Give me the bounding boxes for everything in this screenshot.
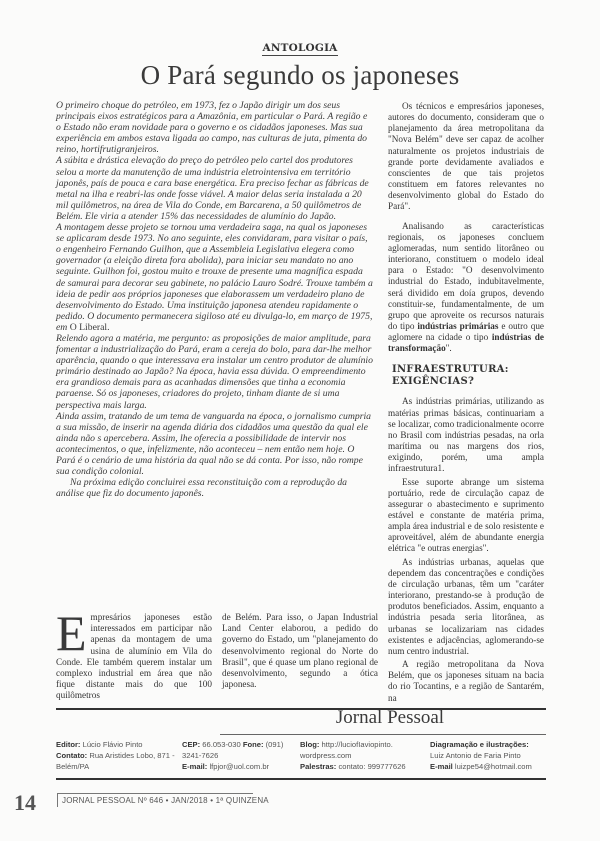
article-column-3 — [388, 101, 544, 706]
drop-cap: E — [56, 605, 87, 661]
article-paragraph: As indústrias primárias, utilizando as matérias primas básicas, continuariam a se localizar, como tradicionalmente ocorre no Brasil com indústrias pesadas, na orla marítima ou nas margens dos rios, exigindo, porém, uma ampla infraestrutura1. — [388, 396, 544, 474]
intro-paragraph: Na próxima edição concluirei essa reconstituição com a reprodução da análise que fiz do documento japonês. — [56, 477, 348, 500]
section-label: ANTOLOGIA — [262, 42, 338, 54]
blog-link[interactable]: http://luciofIaviopinto. wordpress.com — [300, 740, 393, 760]
credits-design: Diagramação e ilustrações: Luiz Antonio de Faria Pinto E-mail luizpe54@hotmail.com — [430, 740, 532, 771]
page-number: 14 — [14, 790, 36, 815]
article-paragraph: de Belém. Para isso, o Japan Industrial Land Center elaborou, a pedido do governo do Estado, um "planejamento do desenvolvimento regional do Norte do Brasil", que é quase um plano regional de desenvolvimento, segundo a ótica japonesa. — [222, 612, 378, 690]
article-paragraph: A região metropolitana da Nova Belém, que os japoneses situam na bacia do rio Tocantins, e a região de Santarém, na — [388, 659, 544, 703]
divider — [56, 778, 546, 780]
article-paragraph: As indústrias urbanas, aquelas que dependem das concentrações e condições de circulação urbanas, têm um "caráter interiorano, prestando-se à produção de produtos beneficiados. Assim, enquanto a indústria pesada seria litorânea, as urbanas se localizariam nas cidades existentes e adjacências, aglomerando-se num centro industrial. — [388, 556, 544, 656]
credits-editor: Editor: Lúcio Flávio Pinto Contato: Rua Aristides Lobo, 871 - Belém/PA — [56, 740, 175, 771]
intro-paragraph: Relendo agora a matéria, me pergunto: as proposições de maior amplitude, para fomentar a industrialização do Pará, eram a cereja do bolo, para dar-lhe melhor aparência, quando o que interessava era instalar um centro produtor de alumínio primário destinado ao Japão? Na época, havia essa dúvida. O empreendimento era grandioso demais para as acanhadas dimensões que tinha a economia paraense. Só os japoneses, criadores do projeto, tinham diante de si uma perspectiva mais larga. — [56, 332, 373, 411]
article-paragraph: Esse suporte abrange um sistema portuário, rede de circulação capaz de assegurar o abastecimento e suprimento estável e constante de matéria prima, ampla área industrial e de solo resistente e aproveitável, além de abundante energia elétrica "e outras energias". — [388, 476, 544, 554]
intro-text — [56, 100, 374, 499]
email-link[interactable]: lfpjor@uol.com.br — [209, 762, 270, 771]
issue-line: JORNAL PESSOAL Nº 646 • JAN/2018 • 1ª QUINZENA — [62, 796, 269, 805]
article-paragraph: mpresários japoneses estão interessados em participar não apenas da montagem de uma usina de alumínio em Vila do Conde. Ele também querem instalar um complexo industrial em área que não fique distante mais do que 100 quilômetros — [56, 612, 212, 701]
article-title: O Pará segundo os japoneses — [140, 60, 460, 90]
subheading: INFRAESTRUTURA: EXIGÊNCIAS? — [392, 364, 509, 388]
article-column-1 — [56, 605, 212, 702]
article-paragraph: Analisando as características regionais, os japoneses concluem aglomeradas, num sentido litorâneo ou interiorano, constituem o modelo ideal para o Estado: "O desenvolvimento industrial do Estado, indubitavelmente, será dividido em doía grupos, devendo constituir-se, fundamentalmente, de um grupo que aproveite os recursos naturais do tipo indústrias primárias e outro que aglomere na cidade o tipo indústrias de transformação". — [388, 220, 544, 354]
divider — [58, 793, 253, 794]
masthead-title: Jornal Pessoal — [335, 707, 445, 728]
credits-contact: CEP: 66.053-030 Fone: (091) 3241-7626 E-mail: lfpjor@uol.com.br — [182, 740, 284, 771]
divider — [220, 734, 546, 735]
intro-paragraph: Ainda assim, tratando de um tema de vanguarda na época, o jornalismo cumpria a sua missão, de inserir na agenda diária dos cidadãos uma questão da qual ele ainda não s apercebera. Assim, lhe oferecia a possibilidade de intervir nos acontecimentos, o que, infelizmente, não aconteceu – nem então nem hoje. O Pará é o cenário de uma história da qual não se dá conta. Por isso, não rompe sua condição colonial. — [56, 410, 371, 478]
divider — [57, 793, 58, 807]
intro-paragraph: A montagem desse projeto se tornou uma verdadeira saga, na qual os japoneses se aplicaram desde 1973. No ano seguinte, eles convidaram, para visitar o país, o engenheiro Fernando Guilhon, que a Assembleia Legislativa elegera como governador (a eleição direta fora abolida), para iniciar seu mandato no ano seguinte. Guilhon foi, gostou muito e trouxe de presente uma magnífica espada de samurai para decorar seu gabinete, no palácio Lauro Sodré. Trouxe também a ideia de pedir aos próprios japoneses que elaborassem um verdadeiro plano de desenvolvimento do Estado. Uma instituição japonesa atendeu rapidamente o pedido. O documento permanecera sigiloso até eu divulga-lo, em março de 1975, em O Liberal. — [56, 222, 373, 333]
credits-blog: Blog: http://luciofIaviopinto. wordpress.com Palestras: contato: 999777626 — [300, 740, 406, 771]
email-link[interactable]: luizpe54@hotmail.com — [454, 762, 532, 771]
article-paragraph: Os técnicos e empresários japoneses, autores do documento, consideram que o planejamento da área metropolitana da "Nova Belém" deve ser capaz de acolher naturalmente os projetos industriais de grande porte devidamente avaliados e conscientes de que tais projetos constituem em fatores relevantes no desenvolvimento global do Estado do Pará". — [388, 101, 544, 212]
intro-paragraph: A súbita e drástica elevação do preço do petróleo pelo cartel dos produtores selou a morte da manutenção de uma indústria eletrointensiva em território japonês, país de pouca e cara base energética. Era preciso fechar as fábricas de metal na ilha e reabri-las onde fosse viável. A maior delas seria instalada a 20 mil quilômetros, na área de Vila do Conde, em Barcarena, a 50 quilômetros de Belém. Ele viria a atender 15% das necessidades de alumínio do Japão. — [56, 155, 369, 222]
intro-paragraph: O primeiro choque do petróleo, em 1973, fez o Japão dirigir um dos seus principais eixos estratégicos para a Amazônia, em particular o Pará. A região e o Estado não eram novidade para o governo e os cidadãos japoneses. Mas sua experiência em ambos estava ligada ao campo, nas culturas de juta, pimenta do reino, hortifrutigranjeiros. — [56, 100, 368, 156]
article-column-2 — [222, 612, 378, 702]
article-columns — [56, 605, 378, 702]
